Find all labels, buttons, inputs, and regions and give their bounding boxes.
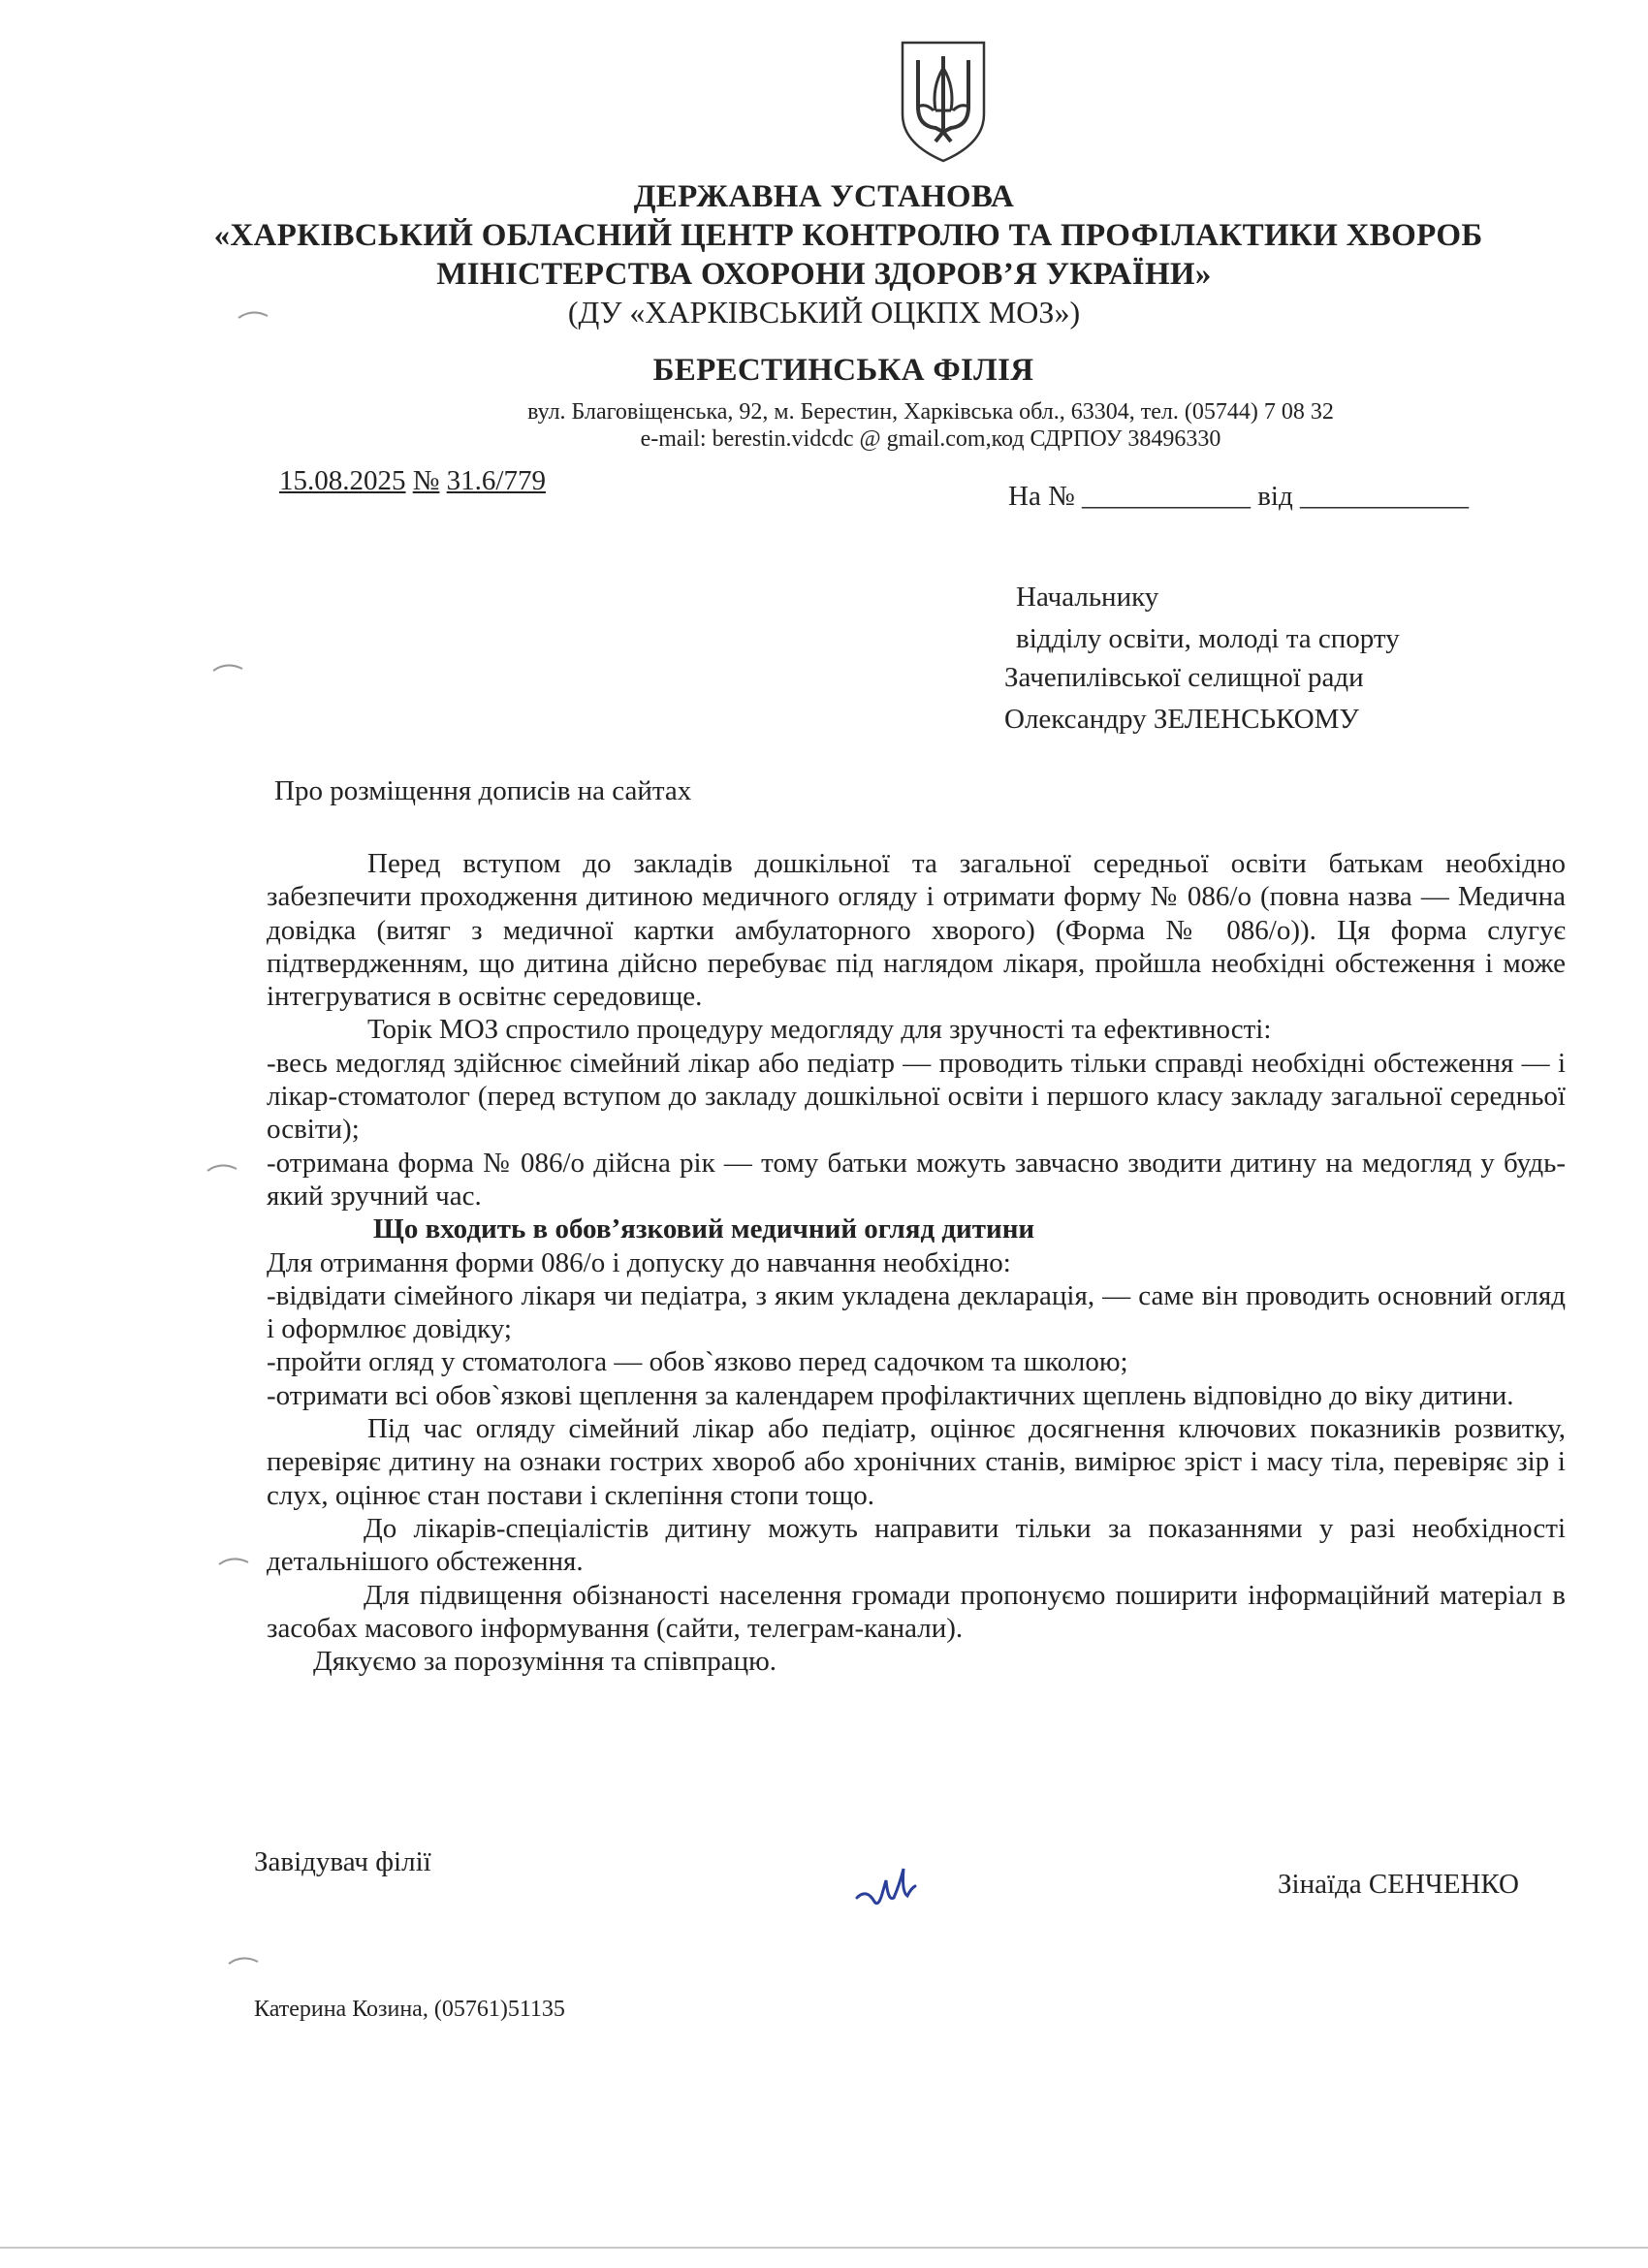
number-label: № xyxy=(412,465,440,496)
branch-email: e-mail: berestin.vidcdc @ gmail.com,код СДРПОУ 38496330 xyxy=(640,426,1221,452)
addressee-line-3: Зачепилівської селищної ради xyxy=(1004,662,1364,693)
section-heading: Що входить в обов’язковий медичний огляд дитини xyxy=(373,1213,1035,1245)
body-paragraph-2: Торік МОЗ спростило процедуру медогляду для зручності та ефективності: xyxy=(367,1014,1272,1046)
handwritten-signature xyxy=(853,1859,931,1917)
org-name-line: «ХАРКІВСЬКИЙ ОБЛАСНИЙ ЦЕНТР КОНТРОЛЮ ТА ПРОФІЛАКТИКИ ХВОРОБ xyxy=(213,218,1483,253)
scan-mark-3 xyxy=(206,1161,238,1175)
body-paragraph-10: До лікарів-спеціалістів дитину можуть направити тільки за показаннями у разі необхідності детальнішого обстеження. xyxy=(267,1512,1566,1578)
scan-mark-1 xyxy=(237,308,269,322)
body-paragraph-8: -отримати всі обов`язкові щеплення за календарем профілактичних щеплень відповідно до віку дитини. xyxy=(267,1379,1514,1411)
body-paragraph-3: -весь медогляд здійснює сімейний лікар або педіатр — проводить тільки справді необхідні обстеження — і лікар-стоматолог (перед вступом до закладу дошкільної освіти і першого класу закладу загальної середньої освіти); xyxy=(267,1047,1566,1146)
addressee-line-2: відділу освіти, молоді та спорту xyxy=(1016,623,1400,654)
signatory-position: Завідувач філії xyxy=(254,1846,431,1877)
from-label: від xyxy=(1257,481,1293,512)
letter-number: 31.6/779 xyxy=(446,465,546,496)
reply-label: На № xyxy=(1008,481,1075,512)
org-short-name: (ДУ «ХАРКІВСЬКИЙ ОЦКПХ МОЗ») xyxy=(567,295,1081,330)
body-paragraph-1: Перед вступом до закладів дошкільної та загальної середньої освіти батькам необхідно забезпечити проходження дитиною медичного огляду і отримати форму № 086/о (повна назва — Медична довідка (витяг з медичної картки амбулаторного хворого) (Форма № 086/о)). Ця форма слугує підтвердженням, що дитина дійсно перебуває під наглядом лікаря, пройшла необхідні обстеження і може інтегруватися в освітнє середовище. xyxy=(267,848,1566,1013)
body-paragraph-7: -пройти огляд у стоматолога — обов`язково перед садочком та школою; xyxy=(267,1346,1128,1378)
scan-mark-4 xyxy=(217,1555,250,1568)
outgoing-reference xyxy=(279,465,546,497)
branch-address: вул. Благовіщенська, 92, м. Берестин, Харківська обл., 63304, тел. (05744) 7 08 32 xyxy=(527,399,1334,425)
letter-subject: Про розміщення дописів на сайтах xyxy=(274,775,692,806)
body-paragraph-6: -відвідати сімейного лікаря чи педіатра, з яким укладена декларація, — саме він проводить основний огляд і оформлює довідку; xyxy=(267,1279,1566,1345)
from-blank: ____________ xyxy=(1300,481,1469,512)
scan-bottom-edge xyxy=(0,2247,1648,2249)
addressee-line-1: Начальнику xyxy=(1016,582,1159,613)
scan-mark-5 xyxy=(227,1954,260,1968)
letter-date: 15.08.2025 xyxy=(279,465,406,496)
signatory-name: Зінаїда СЕНЧЕНКО xyxy=(1278,1869,1519,1900)
incoming-reference xyxy=(1008,481,1469,513)
body-paragraph-4: -отримана форма № 086/о дійсна рік — тому батьки можуть завчасно зводити дитину на медогляд у будь-який зручний час. xyxy=(267,1147,1566,1212)
branch-name: БЕРЕСТИНСЬКА ФІЛІЯ xyxy=(652,353,1034,388)
executor-contact: Катерина Козина, (05761)51135 xyxy=(254,1997,565,2022)
org-type-line: ДЕРЖАВНА УСТАНОВА xyxy=(633,179,1015,214)
ministry-line: МІНІСТЕРСТВА ОХОРОНИ ЗДОРОВ’Я УКРАЇНИ» xyxy=(436,257,1212,292)
body-paragraph-9: Під час огляду сімейний лікар або педіатр, оцінює досягнення ключових показників розвитку, перевіряє дитину на ознаки гострих хвороб або хронічних станів, вимірює зріст і масу тіла, перевіряє зір і слух, оцінює стан постави і склепіння стопи тощо. xyxy=(267,1413,1566,1511)
body-paragraph-5: Для отримання форми 086/о і допуску до навчання необхідно: xyxy=(267,1246,1011,1278)
trident-coat-of-arms-icon xyxy=(897,39,990,165)
body-paragraph-11: Для підвищення обізнаності населення громади пропонуємо поширити інформаційний матеріал в засобах масового інформування (сайти, телеграм-канали). xyxy=(267,1579,1566,1644)
addressee-line-4: Олександру ЗЕЛЕНСЬКОМУ xyxy=(1004,704,1359,735)
reply-blank: ____________ xyxy=(1081,481,1251,512)
body-paragraph-12: Дякуємо за порозуміння та співпрацю. xyxy=(313,1646,777,1678)
letter-body xyxy=(267,847,1566,1678)
scan-mark-2 xyxy=(211,661,244,675)
